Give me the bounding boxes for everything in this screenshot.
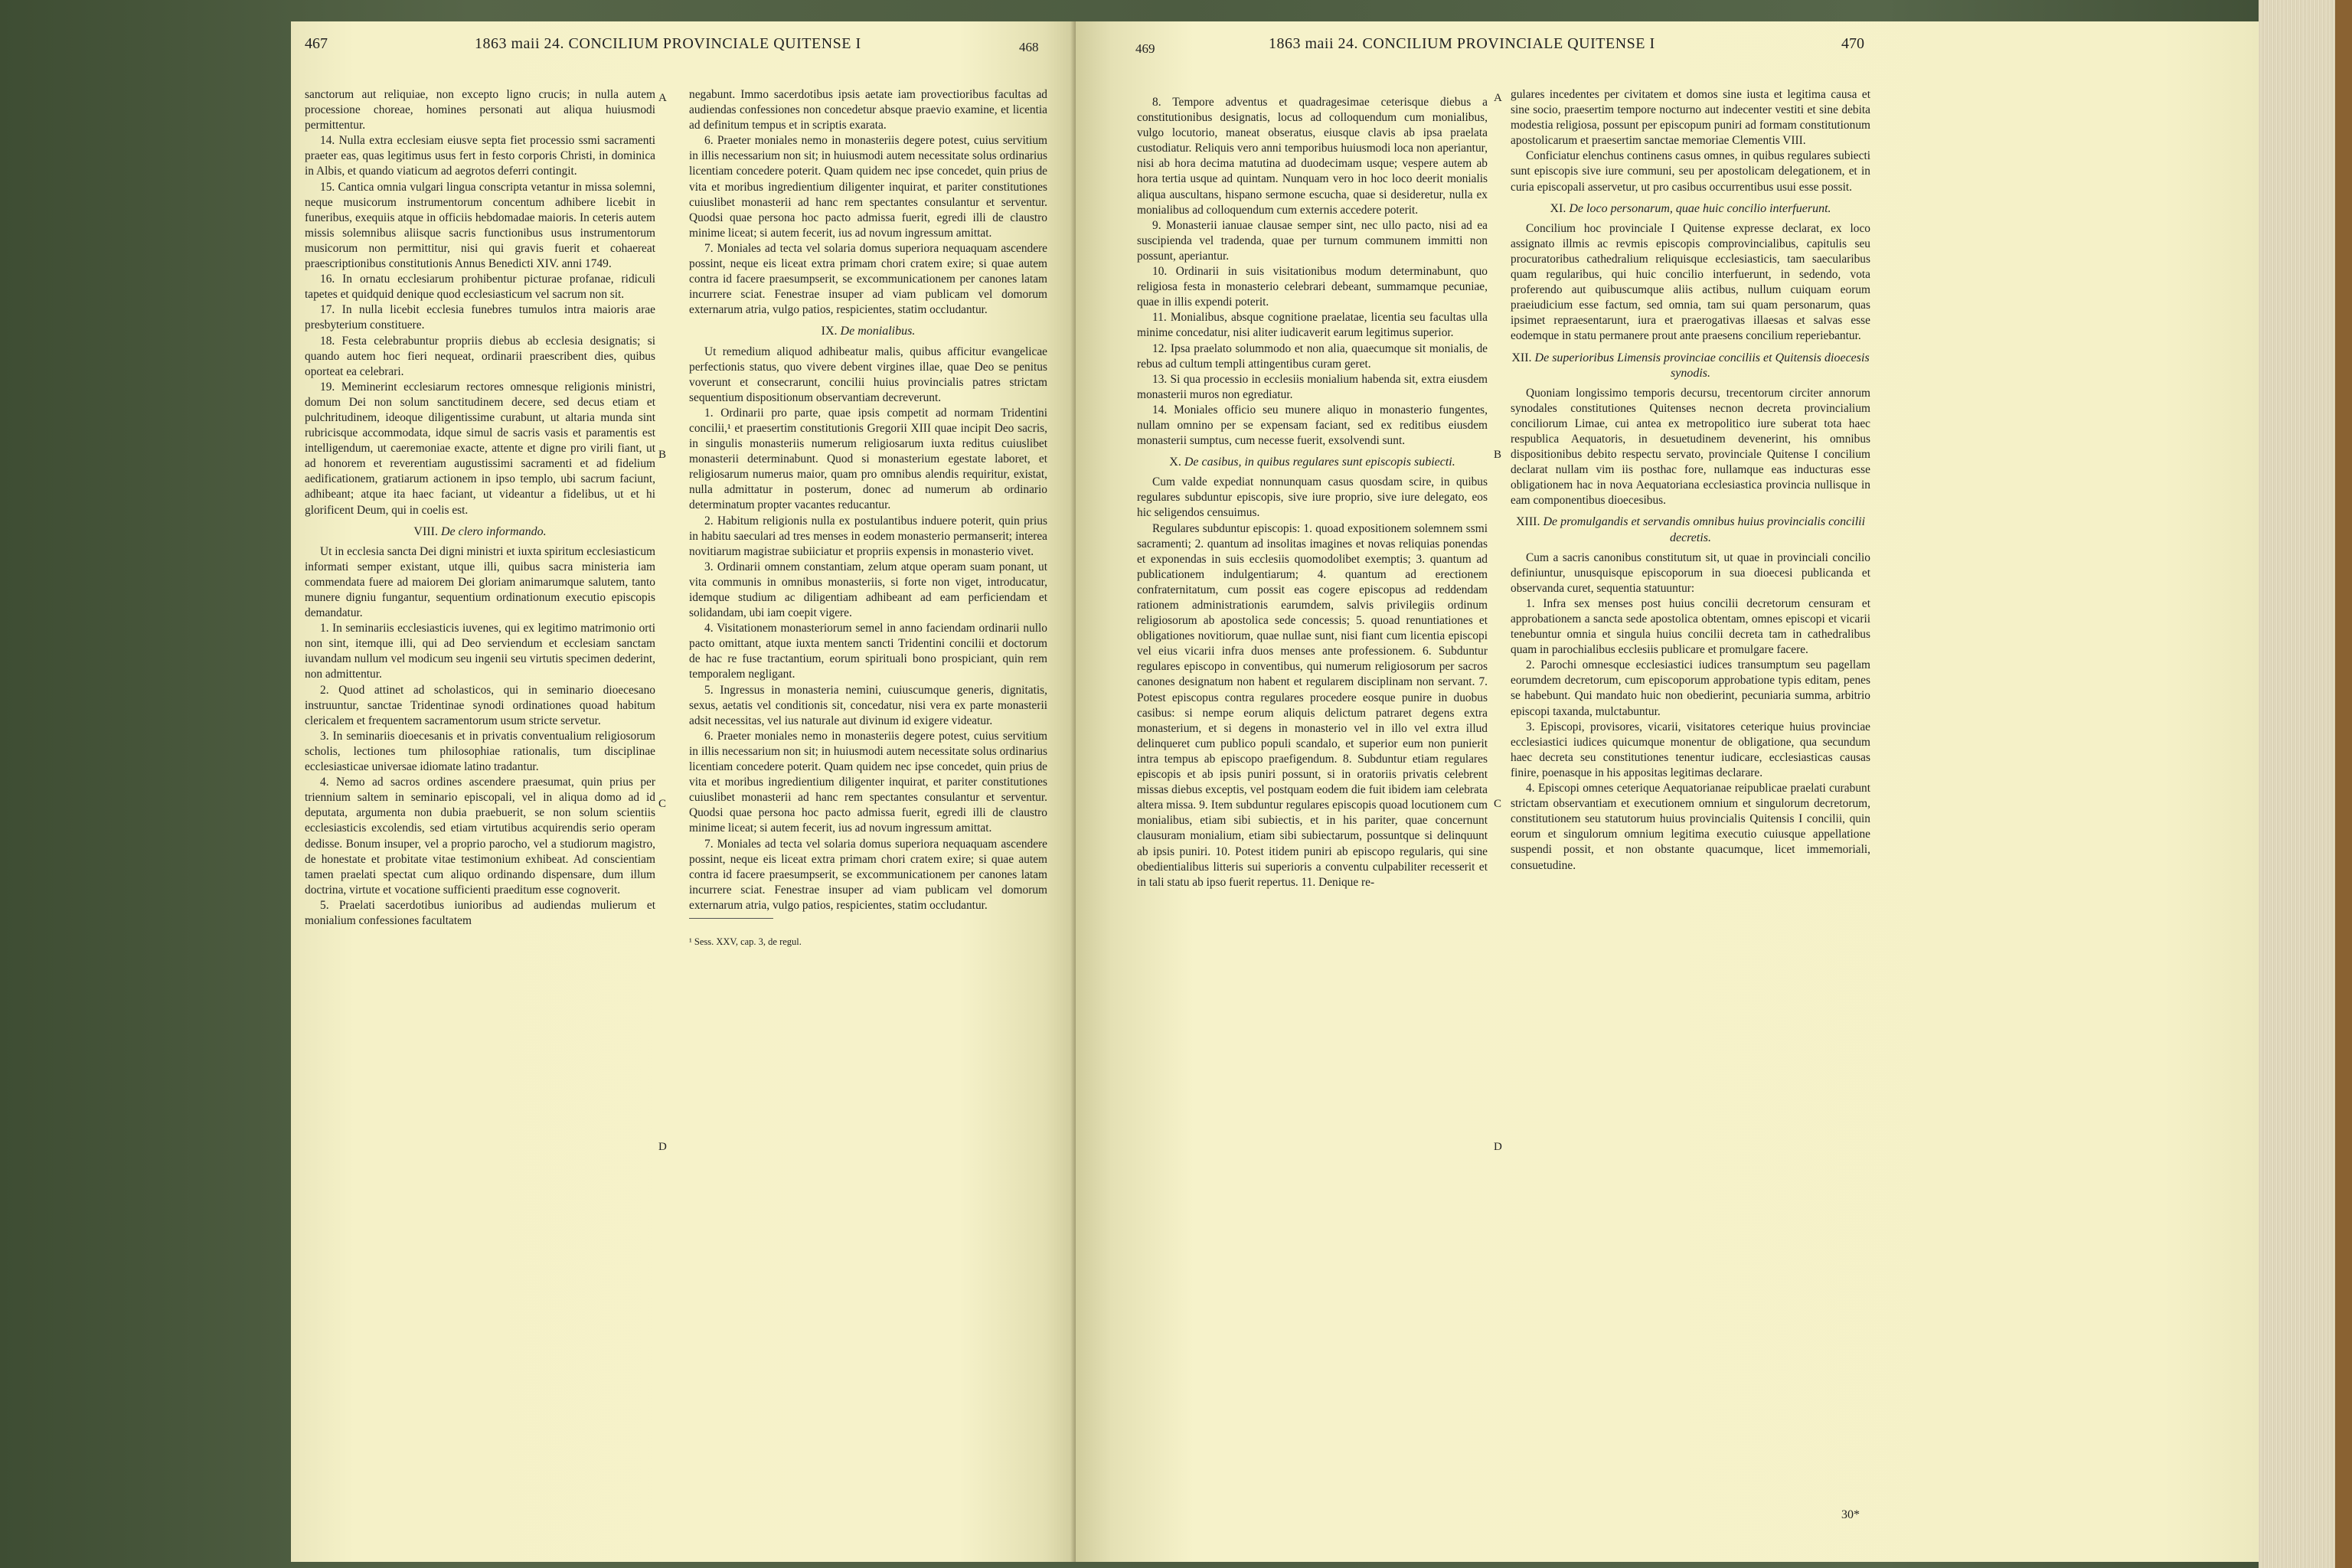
paragraph: Cum a sacris canonibus constitutum sit, ut quae in provinciali concilio definiuntur, unusquisque episcoporum in sua dioecesi publicanda et observanda curet, sequentia statuuntur:	[1511, 550, 1870, 595]
paragraph: 12. Ipsa praelato solummodo et non alia, quaecumque sit monialis, de rebus ad cultum templi attingentibus curam geret.	[1137, 341, 1488, 371]
paragraph: Ut in ecclesia sancta Dei digni ministri et iuxta spiritum ecclesiasticum informati semper existant, utque illi, quibus sacra ministeria iam commendata fuere ad maiorem Dei gloriam animarumque salutem, tanto munere digniu fungantur, sequentium ordinationum executio episcopis demandatur.	[305, 544, 655, 620]
section-heading: XIII. De promulgandis et servandis omnibus huius provincialis concilii decretis.	[1515, 515, 1866, 544]
paragraph: 18. Festa celebrabuntur propriis diebus ab ecclesia designatis; si quando autem hoc fieri nequeat, ordinarii praescribent dies, quibus oporteat ea celebrari.	[305, 334, 655, 378]
paragraph: Ut remedium aliquod adhibeatur malis, quibus afficitur evangelicae perfectionis status, quo vivere debent virgines illae, quae Deo se penitus voverunt et consecrarunt, concilii huius provincialis patres strictam sequentium dispositionum observantiam decreverunt.	[689, 345, 1047, 404]
paragraph: 4. Nemo ad sacros ordines ascendere praesumat, quin prius per triennium saltem in seminario episcopali, vel in aliqua domo ad id deputata, argumenta non dubia praebuerit, se non solum scientiis ecclesiasticis excolendis, sed etiam virtutibus acquirendis serio operam dedisse. Bonum insuper, vel a proprio parocho, vel a studiorum magistro, de honestate et probitate vitae testimonium exhibeat. Ad conscientiam tamen praelati spectat cum aliquo ordinando dispensare, dum illum doctrina, virtute et vocatione sufficienti praeditum esse cognoverit.	[305, 776, 655, 897]
paragraph: 3. In seminariis dioecesanis et in privatis conventualium religiosorum scholis, lectiones tum philosophiae rationalis, tum disciplinae ecclesiasticae universae idiomate latino tradantur.	[305, 729, 655, 774]
left-page	[291, 21, 1076, 1562]
paragraph: 1. In seminariis ecclesiasticis iuvenes, qui ex legitimo matrimonio orti non sint, itemque illi, qui ad Deo serviendum et ecclesiam sanctam iuvandam nullum vel modicum seu ingenii seu virtutis specimen dederint, non admittentur.	[305, 622, 655, 681]
paragraph: 3. Episcopi, provisores, vicarii, visitatores ceterique huius provinciae ecclesiastici iudices quicumque monentur de obligatione, qua secundum haec decreta seu constitutiones tenentur iudicare, ecclesiasticas causas finire, poenasque in his appositas legitimas declarare.	[1511, 720, 1870, 779]
paragraph: 7. Moniales ad tecta vel solaria domus superiora nequaquam ascendere possint, neque eis liceat extra primam chori cratem exire; si quae autem contra id facere praesumpserit, se excommunicationem per canones latam incurrere sciat. Fenestrae insuper ad viam publicam vel domorum externarum atria, vulgo patios, respicientes, statim occludantur.	[689, 837, 1047, 912]
paragraph: Concilium hoc provinciale I Quitense expresse declarat, ex loco assignato illmis ac revmis episcopis comprovincialibus, capitulis seu procuratoribus cathedralium reliquisque ecclesiasticis, tam saecularibus quam regularibus, qui huic concilio interfuerunt, in sedendo, vota proferendo aut quibuscumque aliis actibus, nullum cuiquam eorum praeiudicium esse factum, sed omnia, tam sui quam personarum, quas ipsimet repraesentarunt, iura et praerogativas illaesas et salvas esse eodemque in statu permanere prout ante praesens concilium reperiebantur.	[1511, 221, 1870, 343]
footnote-rule	[689, 918, 773, 919]
page-number: 468	[1019, 40, 1039, 54]
paragraph: 17. In nulla licebit ecclesia funebres tumulos intra maioris arae presbyterium constituere.	[305, 303, 655, 332]
section-heading: XII. De superioribus Limensis provinciae conciliis et Quitensis dioecesis synodis.	[1511, 351, 1870, 380]
margin-letter: B	[1494, 449, 1502, 461]
section-heading: IX. De monialibus.	[821, 325, 916, 338]
section-heading: VIII. De clero informando.	[413, 524, 547, 538]
paragraph: 11. Monialibus, absque cognitione praelatae, licentia seu facultas ulla minime concedatur, nisi aliter iudicaverit earum legitimus superior.	[1137, 311, 1488, 340]
footnote: ¹ Sess. XXV, cap. 3, de regul.	[689, 936, 802, 947]
page-number: 469	[1135, 41, 1155, 56]
paragraph: 3. Ordinarii omnem constantiam, zelum atque operam suam ponant, ut vita communis in omnibus monasteriis, si forte non viget, introducatur, idemque studium ac diligentiam adhibeant ad eam perficiendam et solidandam, ubi iam coepit vigere.	[689, 560, 1047, 620]
paragraph: 1. Ordinarii pro parte, quae ipsis competit ad normam Tridentini concilii,¹ et praesertim constitutionis Gregorii XIII quae incipit Deo sacris, in singulis monasteriis numerum religiosarum iuxta reditus cuiuslibet monasterii determinabunt. Quod si monasterium egestate laboret, et religiosarum numerus maior, quam pro omnibus alendis requiritur, existat, nulla admittatur in posterum, donec ad numerum ab ordinario determinatum propter vacantes reducantur.	[689, 406, 1047, 512]
paragraph: 1. Infra sex menses post huius concilii decretorum censuram et approbationem a sancta sede apostolica obtentam, omnes episcopi et vicarii tenebuntur omnia et singula huius concilii decreta tam in cathedralibus quam in parochialibus ecclesiis publicare et promulgare facere.	[1511, 596, 1870, 657]
paragraph: 19. Meminerint ecclesiarum rectores omnesque religionis ministri, domum Dei non solum sanctitudinem decere, sed decus etiam et pulchritudinem, ideoque diligentissime curabunt, ut altaria munda sint rubricisque accommodata, idque simul de sacris vasis et paramentis est intelligendum, ut caeremoniae exacte, attente et digne pro virili fiant, ut ad honorem et reverentiam augustissimi sacramenti et ad fidelium aedificationem, gratiarum actionem in ipso templo, ubi sacrum faciunt, adhibeant; atque ita haec faciant, ut videantur a fidelibus, ut et hi glorificent Deum, qui in coelis est.	[305, 380, 655, 517]
paragraph: Conficiatur elenchus continens casus omnes, in quibus regulares subiecti sunt episcopis sive iure communi, seu per apostolicam delegationem, et in curia episcopali asservetur, ut pro casibus occurrentibus usui esse possit.	[1511, 149, 1870, 194]
right-page	[1076, 21, 2259, 1562]
paragraph: 2. Habitum religionis nulla ex postulantibus induere poterit, quin prius in habitu saeculari ad tres menses in eodem monasterio permanserit; interea novitiarum magistrae subiiciatur et propriis expensis in monasterio vivet.	[689, 514, 1047, 558]
paragraph: 6. Praeter moniales nemo in monasteriis degere potest, cuius servitium in illis necessarium non sit; in huiusmodi autem necessitate solus ordinarius licentiam concedere poterit. Quam quidem nec ipse concedet, quin prius de vita et moribus ingredientium diligenter inquirat, et pariter constitutiones cuiuslibet monasterii ad hanc rem spectantes consulantur et serventur. Quodsi quae persona hoc pacto admissa fuerit, egredi illi de claustro minime liceat; si autem fecerit, ius ad novum ingressum amittat.	[689, 729, 1047, 835]
running-head: 1863 maii 24. CONCILIUM PROVINCIALE QUITENSE I	[475, 35, 861, 52]
paragraph: 6. Praeter moniales nemo in monasteriis degere potest, cuius servitium in illis necessarium non sit; in huiusmodi autem necessitate solus ordinarius licentiam concedere poterit. Quam quidem nec ipse concedet, quin prius de vita et moribus ingredientium diligenter inquirat, et pariter constitutiones cuiuslibet monasterii ad hanc rem spectantes consulantur et serventur. Quodsi quae persona hoc pacto admissa fuerit, egredi illi de claustro minime liceat; si autem fecerit, ius ad novum ingressum amittat.	[689, 134, 1047, 240]
paragraph: gulares incedentes per civitatem et domos sine iusta et legitima causa et sine socio, praesertim tempore nocturno aut indecenter vestiti et sine debita modestia religiosa, possunt per episcopum puniri ad formam constitutionum apostolicarum et praesertim sanctae memoriae Clementis VIII.	[1511, 88, 1870, 148]
paragraph: sanctorum aut reliquiae, non excepto ligno crucis; in nulla autem processione choreae, homines personati aut aliqua huiusmodi permittentur.	[305, 88, 655, 132]
paragraph: negabunt. Immo sacerdotibus ipsis aetate iam provectioribus facultas ad audiendas confessiones non concedetur absque praevio examine, et licentia ad definitum tempus et in scriptis exarata.	[689, 88, 1047, 132]
book-cover-edge	[2335, 0, 2352, 1568]
paragraph: 7. Moniales ad tecta vel solaria domus superiora nequaquam ascendere possint, neque eis liceat extra primam chori cratem exire; si quae autem contra id facere praesumpserit, se excommunicationem per canones latam incurrere sciat. Fenestrae insuper ad viam publicam vel domorum externarum atria, vulgo patios, respicientes, statim occludantur.	[689, 241, 1047, 317]
paragraph: 10. Ordinarii in suis visitationibus modum determinabunt, quo religiosa festa in monasterio celebrari debeant, summamque pecuniae, quae in illis expendi poterit.	[1137, 265, 1488, 309]
text-column	[689, 87, 1047, 948]
text-column	[1511, 87, 1870, 874]
margin-letter: D	[658, 1141, 667, 1153]
page-number: 467	[305, 35, 328, 52]
margin-letter: A	[1494, 92, 1502, 104]
signature-mark: 30*	[1841, 1508, 1860, 1521]
margin-letter: B	[658, 449, 667, 461]
paragraph: 2. Quod attinet ad scholasticos, qui in seminario dioecesano instruuntur, sanctae Tridentinae synodi ordinationes quoad habitum clericalem et frequentem sacramentorum usum stricte servetur.	[305, 683, 655, 727]
section-heading: XI. De loco personarum, quae huic concilio interfuerunt.	[1550, 201, 1831, 215]
text-column	[305, 87, 655, 929]
text-column	[1137, 95, 1488, 890]
paragraph: 5. Praelati sacerdotibus iunioribus ad audiendas mulierum et monialium confessiones facultatem	[305, 898, 655, 927]
paragraph: 9. Monasterii ianuae clausae semper sint, nec ullo pacto, nisi ad ea suscipienda vel tradenda, quae per turnum communem immitti non possunt, aperiantur.	[1137, 218, 1488, 263]
paragraph: 5. Ingressus in monasteria nemini, cuiuscumque generis, dignitatis, sexus, aetatis vel conditionis sit, concedatur, nisi vera ex parte monasterii adsit necessitas, vel ius naturale aut divinum id exigere videatur.	[689, 683, 1047, 727]
margin-letter: D	[1494, 1141, 1502, 1153]
paragraph: 14. Nulla extra ecclesiam eiusve septa fiet processio ssmi sacramenti praeter eas, quas legitimus usus fert in festo corporis Christi, in dominica in Albis, et quando viaticum ad aegrotos deferri contingit.	[305, 134, 655, 178]
margin-letter: C	[1494, 798, 1502, 810]
running-head: 1863 maii 24. CONCILIUM PROVINCIALE QUITENSE I	[1269, 35, 1655, 52]
paragraph: 13. Si qua processio in ecclesiis monialium habenda sit, extra eiusdem monasterii muros non egrediatur.	[1137, 372, 1488, 401]
paragraph: 2. Parochi omnesque ecclesiastici iudices transumptum seu pagellam eorumdem decretorum, cum episcoporum approbatione typis editam, penes se habebunt. Qui mandato huic non obedierint, pecuniaria summa, arbitrio episcopi taxanda, mulctabuntur.	[1511, 658, 1870, 718]
margin-letter: A	[658, 92, 667, 104]
paragraph: 4. Visitationem monasteriorum semel in anno faciendam ordinarii nullo pacto omittant, atque iuxta mentem sancti Tridentini concilii et doctorum de hac re fuse tractantium, eorum spirituali bono prospiciant, quin rem temporalem negligant.	[689, 622, 1047, 681]
paragraph: 15. Cantica omnia vulgari lingua conscripta vetantur in missa solemni, neque musicorum instrumentorum concentum adhibere licebit in funeribus, exequiis atque in officiis hebdomadae maioris. In ceteris autem missis solemnibus aliisque sacris functionibus usus instrumentorum musicorum non permittitur, nisi qui gravis fuerit et cohaereat praescriptionibus constitutionis Annus Benedicti XIV. anni 1749.	[305, 180, 655, 271]
paragraph: 8. Tempore adventus et quadragesimae ceterisque diebus a constitutionibus designatis, locus ad colloquendum cum monialibus, vulgo locutorio, maneat obseratus, eiusque clavis ab ipsa praelata custodiatur. Reliquis vero anni temporibus huiusmodi loca non aperiantur, nisi ab hora decima matutina ad duodecimam usque; vespere autem ab hora tertia usque ad quintam. Nunquam vero in hoc loco deerit monialis aliqua auscultans, hispano sermone escucha, quae si desideretur, nulla ex monialibus ad colloquendum cum externis accedere poterit.	[1137, 96, 1488, 217]
paragraph: Regulares subduntur episcopis: 1. quoad expositionem solemnem ssmi sacramenti; 2. quantum ad insolitas imagines et novas reliquias ponendas et exponendas in suis ecclesiis quomodolibet exemptis; 3. quantum ad publicationem indulgentiarum; 4. quantum ad erectionem confraternitatum, cum possit eas cogere episcopus ad reddendam rationem administrationis earumdem, salvis privilegiis ordinum religiosorum ab apostolica sede concessis; 5. quoad renuntiationes et obligationes novitiorum, quae nullae sunt, nisi fiant cum licentia episcopi vel eius vicarii infra duos menses ante professionem. 6. Subduntur regulares episcopo in conventibus, qui numerum religiosorum per sacros canones designatum non habent et regularem disciplinam non servant. 7. Potest episcopus contra regulares procedere eosque punire in duobus casibus: si nempe eorum aliquis delictum patraret degens extra monasterium, et si degens in monasterio vel in illo vel extra illud delinqueret cum publico populi scandalo, et superior eum non punierit intra tempus ab episcopo praefigendum. 8. Subduntur etiam regulares episcopis et ab ipsis puniri possunt, si in oratoriis privatis celebrent missas diebus exceptis, vel postquam eodem die fuit ibidem iam celebrata altera missa. 9. Item subduntur regulares episcopis quoad locutionem cum monialibus, etiam sibi subiectis, et in his pariter, quae concernunt clausuram monialium, etiam sibi subiectarum, possuntque si delinquunt ab ipsis puniri. 10. Potest itidem puniri ab episcopo regularis, qui sine obedientialibus litteris sui superioris a conventu culpabiliter recesserit et in tali statu ab ipso fuerit repertus. 11. Denique re-	[1137, 521, 1488, 889]
paragraph: 4. Episcopi omnes ceterique Aequatorianae reipublicae praelati curabunt strictam observantiam et executionem omnium et singulorum decretorum, constitutionem seu statutorum huius provincialis Quitensis I concilii, quin eorum et singulorum omnium legitima executio cuiusque appellatione suspendi possit, et non obstante quacumque, licet immemoriali, consuetudine.	[1511, 782, 1870, 872]
paragraph: Cum valde expediat nonnunquam casus quosdam scire, in quibus regulares subduntur episcopis, sive iure proprio, sive iure delegato, eos hic seligendos censuimus.	[1137, 475, 1488, 520]
paragraph: 14. Moniales officio seu munere aliquo in monasterio fungentes, nullam omnino per se expensam faciant, sed ex reditibus eiusdem monasterii sumptus, cum necesse fuerit, exsolvendi sunt.	[1137, 403, 1488, 448]
margin-letter: C	[658, 798, 667, 810]
section-heading: X. De casibus, in quibus regulares sunt episcopis subiecti.	[1169, 456, 1455, 469]
paragraph: 16. In ornatu ecclesiarum prohibentur picturae profanae, ridiculi tapetes et quidquid denique quod ecclesiasticum vel sacrum non sit.	[305, 273, 655, 302]
paragraph: Quoniam longissimo temporis decursu, trecentorum circiter annorum synodales constitutiones Quitenses necnon decreta provincialium conciliorum Limae, cui antea ex metropolitico iure suberat tota haec respublica Aequatoris, in desuetudinem devenerint, his omnibus dispositionibus debito respectu servato, provinciale Quitense I concilium declarat nullam vim iis posthac fore, nullamque eas inducturas esse obligationem hac in nova Aequatoriana ecclesiastica provincia nullisque in eam componentibus dioecesibus.	[1511, 386, 1870, 508]
page-number: 470	[1841, 35, 1864, 52]
